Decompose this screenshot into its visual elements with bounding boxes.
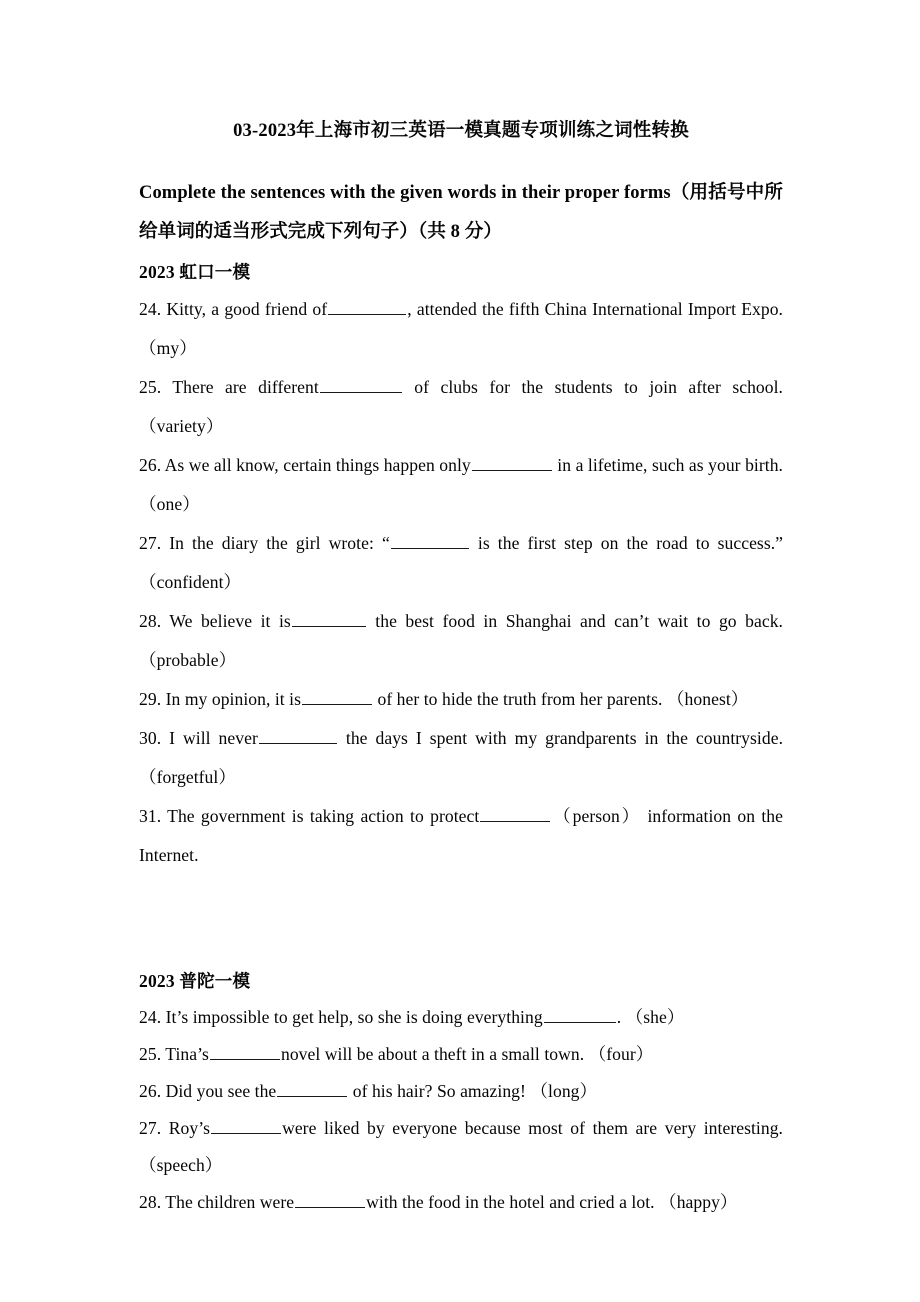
- answer-blank[interactable]: [480, 805, 550, 822]
- question-number: 25.: [139, 377, 162, 397]
- question-item: [139, 290, 783, 368]
- question-list-putuo: [139, 999, 783, 1221]
- question-number: 26.: [139, 455, 162, 475]
- question-text-before: There are different: [172, 377, 319, 397]
- question-text-before: In my opinion, it is: [165, 689, 302, 709]
- question-text-after: in a lifetime, such as your birth.: [557, 455, 784, 475]
- question-item: [139, 797, 783, 875]
- document-content: [139, 0, 783, 1221]
- question-text-before: In the diary the girl wrote: “: [169, 533, 390, 553]
- word-hint: （honest）: [666, 689, 749, 709]
- question-text-after: novel will be about a theft in a small town.: [280, 1044, 585, 1064]
- question-item: [139, 1036, 783, 1073]
- question-text-before: Kitty, a good friend of: [166, 299, 328, 319]
- question-number: 27.: [139, 1118, 162, 1138]
- question-number: 24.: [139, 299, 162, 319]
- question-text-after: information on the Internet.: [139, 806, 783, 865]
- answer-blank[interactable]: [292, 610, 366, 627]
- word-hint: （probable）: [139, 650, 237, 670]
- answer-blank[interactable]: [211, 1117, 281, 1134]
- word-hint: （four）: [588, 1044, 654, 1064]
- question-text-after: .: [616, 1007, 622, 1027]
- question-item: [139, 602, 783, 680]
- question-text-before: We believe it is: [169, 611, 291, 631]
- answer-blank[interactable]: [472, 454, 552, 471]
- page-title: 03-2023年上海市初三英语一模真题专项训练之词性转换: [233, 121, 689, 141]
- question-number: 28.: [139, 611, 162, 631]
- answer-blank[interactable]: [210, 1043, 280, 1060]
- question-text-before: The children were: [165, 1192, 295, 1212]
- word-hint: （confident）: [139, 572, 242, 592]
- word-hint: （person）: [551, 806, 642, 826]
- answer-blank[interactable]: [320, 376, 402, 393]
- question-item: [139, 524, 783, 602]
- word-hint: （happy）: [659, 1192, 738, 1212]
- answer-blank[interactable]: [544, 1006, 616, 1023]
- question-item: [139, 719, 783, 797]
- question-number: 27.: [139, 533, 162, 553]
- question-number: 30.: [139, 728, 162, 748]
- question-text-before: The government is taking action to protect: [167, 806, 480, 826]
- question-text-before: It’s impossible to get help, so she is doing everything: [165, 1007, 543, 1027]
- question-text-after: were liked by everyone because most of them are very interesting.: [282, 1118, 784, 1138]
- section-heading-hongkou: 2023 虹口一模: [139, 262, 251, 282]
- question-number: 26.: [139, 1081, 162, 1101]
- question-item: [139, 1184, 783, 1221]
- answer-blank[interactable]: [328, 298, 406, 315]
- question-item: [139, 1073, 783, 1110]
- question-item: [139, 368, 783, 446]
- question-text-before: Roy’s: [168, 1118, 211, 1138]
- question-item: [139, 999, 783, 1036]
- section-spacer: [139, 875, 783, 963]
- word-hint: （long）: [530, 1081, 598, 1101]
- question-text-after: of clubs for the students to join after school.: [414, 377, 783, 397]
- instruction-paragraph: Complete the sentences with the given words in their proper forms（用括号中所给单词的适当形式完成下列句子）（共 8 分）: [139, 183, 783, 242]
- word-hint: （variety）: [139, 416, 224, 436]
- question-text-after: with the food in the hotel and cried a lot.: [366, 1192, 655, 1212]
- question-list-hongkou: [139, 290, 783, 875]
- question-item: [139, 446, 783, 524]
- answer-blank[interactable]: [302, 688, 372, 705]
- question-text-after: the best food in Shanghai and can’t wait to go back.: [375, 611, 784, 631]
- word-hint: （speech）: [139, 1155, 223, 1175]
- answer-blank[interactable]: [277, 1080, 347, 1097]
- question-number: 25.: [139, 1044, 162, 1064]
- word-hint: （forgetful）: [139, 767, 236, 787]
- question-text-after: the days I spent with my grandparents in the countryside.: [345, 728, 784, 748]
- question-text-after: of her to hide the truth from her parents.: [377, 689, 663, 709]
- question-number: 24.: [139, 1007, 162, 1027]
- question-item: [139, 680, 783, 719]
- question-text-after: , attended the fifth China International Import Expo.: [407, 299, 784, 319]
- question-text-after: is the first step on the road to success.”: [477, 533, 784, 553]
- question-number: 31.: [139, 806, 162, 826]
- question-text-before: Tina’s: [165, 1044, 209, 1064]
- word-hint: （one）: [139, 494, 200, 514]
- word-hint: （my）: [139, 338, 197, 358]
- answer-blank[interactable]: [259, 727, 337, 744]
- word-hint: （she）: [625, 1007, 685, 1027]
- question-text-before: Did you see the: [165, 1081, 277, 1101]
- question-text-after: of his hair? So amazing!: [352, 1081, 526, 1101]
- question-text-before: I will never: [169, 728, 258, 748]
- question-number: 28.: [139, 1192, 162, 1212]
- answer-blank[interactable]: [295, 1191, 365, 1208]
- question-number: 29.: [139, 689, 162, 709]
- answer-blank[interactable]: [391, 532, 469, 549]
- question-item: [139, 1110, 783, 1184]
- section-heading-putuo: 2023 普陀一模: [139, 971, 251, 991]
- question-text-before: As we all know, certain things happen only: [164, 455, 471, 475]
